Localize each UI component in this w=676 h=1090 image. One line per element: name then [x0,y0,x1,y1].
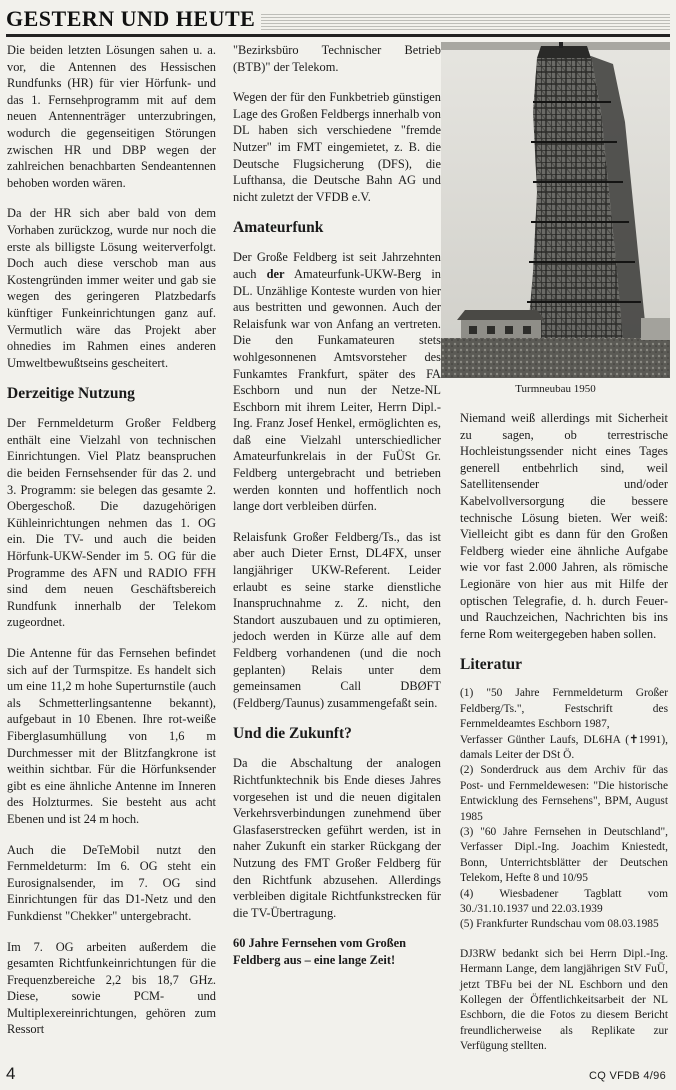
text-run: Der Große Feldberg ist seit Jahrzehnten auch [233,250,441,281]
literature-item: Verfasser Günther Laufs, DL6HA (✝1991), damals Leiter der DSt Ö. [460,733,668,761]
text-run: Amateurfunk-UKW-Berg in DL. Unzählige Konteste wurden von hier aus bestritten und gewonnen. Auch der Relaisfunk war von Anfang an vertreten. Die den Funkamateuren stets wohlgesonnenen Amtsvorsteher des Funkamtes Frankfurt, später des FA Eschborn und nun der Netze-NL Eschborn mit ihrem Leiter, Herrn Dipl.-Ing. Franz Josef Henkel, ermöglichten es, daß eine Vielzahl unterschiedlicher Amateurfunkrelais in der FuÜSt Gr. Feldberg untergebracht und betrieben werden konnten und hoffentlich noch lange dort verbleiben dürfen. [233,266,441,514]
paragraph: Die beiden letzten Lösungen sahen u. a. vor, die Antennen des Hessischen Rundfunks (HR) für vier Hörfunk- und das 1. Fernsehprogramm mit auf dem neuen Antennenträger unterzubringen, wodurch die gegenseitigen Störungen zwischen HR und DBP wegen der zahlreichen benachbarten Sendeantennen behoben worden wären. [7,43,216,190]
paragraph: Relaisfunk Großer Feldberg/Ts., das ist aber auch Dieter Ernst, DL4FX, unser langjähriger UKW-Referent. Leider erlaubt es seine starke dienstliche Inanspruchnahme z. Z. nicht, den Standort auszubauen und zu optimieren, jedoch werden in Kürze alle auf dem Feldberg vorhandenen (und die noch geplanten) Relais unter dem gemeinsamen Call DBØFT (Feldberg/Taunus) zusammengefaßt sein. [233,529,441,710]
paragraph: Wegen der für den Funkbetrieb günstigen Lage des Großen Feldbergs innerhalb von DL haben sich verschiedene "fremde Nutzer" im FMT eingemietet, z. B. die Deutsche Flugsicherung (DFS), die Lufthansa, die Deutsche Bahn AG und nicht zuletzt der VFDB e.V. [233,90,441,204]
paragraph: "Bezirksbüro Technischer Betrieb (BTB)" der Telekom. [233,43,441,74]
paragraph: Im 7. OG arbeiten außerdem die gesamten Richtfunkeinrichtungen für die Frequenzbereiche 2,2 bis 18,7 GHz. Diese, sowie PCM- und Multiplexereinrichtungen, gehören zum Ressort [7,939,216,1037]
literature-item: (3) "60 Jahre Fernsehen in Deutschland", Verfasser Dipl.-Ing. Joachim Kniestedt, Bonn, Unterrichtsblätter der Deutschen Telekom, Hefte 8 und 10/95 [460,825,668,885]
photo-caption: Turmneubau 1950 [515,383,596,395]
heading-literatur: Literatur [460,656,522,674]
acknowledgement: DJ3RW bedankt sich bei Herrn Dipl.-Ing. Hermann Lange, dem langjährigen StV FuÜ, jetzt TBFu bei der NL Eschborn und den Kollegen der Öffentlichkeitsarbeit der NL Eschborn, die die Fotos zu diesem Bericht freundlicherweise als Replikate zur Verfügung stellten. [460,947,668,1053]
section-title: GESTERN UND HEUTE [6,6,261,32]
literature-item: (5) Frankfurter Rundschau vom 08.03.1985 [460,918,659,931]
column-1 [7,42,216,1052]
paragraph: Auch die DeTeMobil nutzt den Fernmeldeturm: Im 6. OG steht ein Eurosignalsender, im 7. OG sind Einrichtungen für das D1-Netz und den Funkdienst "Chekker" untergebracht. [7,842,216,923]
tower-illustration [441,42,670,378]
section-header [6,4,670,37]
literature-item: (2) Sonderdruck aus dem Archiv für das Post- und Fernmeldewesen: "Die historische Entwicklung des Fernsehens", BPM, August 1985 [460,764,668,823]
paragraph: Die Antenne für das Fernsehen befindet sich auf der Turmspitze. Es handelt sich um eine 11,2 m hohe Superturnstile (auch als Schmetterlingsantenne bekannt), aufgebaut in 10 Ebenen. Ihre rot-weiße Fiberglasumhüllung von 1,6 m Durchmesser mit der Blitzfangkrone ist weithin sichtbar. Für die Hörfunksender gibt es eine ähnliche Antenne im Inneren des Holzturmes. Sie besteht aus acht Ebenen und ist 24 m hoch. [7,646,216,826]
closing-statement: 60 Jahre Fernsehen vom Großen Feldberg aus – eine lange Zeit! [233,936,407,967]
literature-item: (1) "50 Jahre Fernmeldeturm Großer Feldberg/Ts.", Festschrift des Fernmeldeamtes Eschborn 1987, [460,687,668,731]
literature-item: (4) Wiesbadener Tagblatt vom 30./31.10.1937 und 22.03.1939 [460,887,668,915]
column-3 [460,410,668,1069]
paragraph: Da die Abschaltung der analogen Richtfunktechnik bis Ende dieses Jahres vorgesehen ist und die neuen digitalen Verkehrsverbindungen zunehmend über Glasfaserstrecken geführt werden, ist in naher Zukunft ein starker Rückgang der Nutzung des FMT Großer Feldberg für den Richtfunk abzusehen. Allerdings verbleiben digitale Richtfunkstrecken für die TV-Übertragung. [233,756,441,920]
heading-derzeitige-nutzung: Derzeitige Nutzung [7,385,135,403]
paragraph: Da der HR sich aber bald von dem Vorhaben zurückzog, wurde nur noch die erste als billigste Lösung weiterverfolgt. Doch auch diese verschob man aus Kostengründen immer weiter und gab sie wegen des geringeren Platzbedarfs künftiger Funkeinrichtungen ganz auf. Vermutlich wäre das Projekt aber ohnedies im Rahmen eines anderen Umweltbewußtseins gescheitert. [7,206,216,370]
paragraph: Niemand weiß allerdings mit Sicherheit zu sagen, ob terrestrische Hochleistungssender nicht eines Tages generell entbehrlich sind, weil Satellitensender und/oder Kabelvollversorgung die bessere technische Lösung bieten. Wer weiß: Vielleicht gibt es dann für den Großen Feldberg wieder eine ähnliche Aufgabe wie vor fast 2.000 Jahren, als römische Legionäre von hier aus mit Hilfe der optischen Telegrafie, d. h. durch Feuer- und Rauchzeichen, Nachrichten bis ins ferne Rom weitergegeben haben sollen. [460,411,668,641]
emphasis: der [266,266,285,281]
paragraph [233,249,441,515]
page-number: 4 [6,1064,16,1083]
paragraph: Der Fernmeldeturm Großer Feldberg enthält eine Vielzahl von technischen Einrichtungen. Viel Platz beanspruchen die beiden Fernsehsender für das 2. und 3. Programm: sie belegen das gesamte 2. Obergeschoß. Die dazugehörigen Kühleinrichtungen nehmen das 1. OG ein. Die TV- und auch die beiden Hörfunk-UKW-Sender im 5. OG für die Programme des AFN und RADIO FFH sind dem neuen Geschäftsbereich Rundfunk innerhalb der Telekom zugeordnet. [7,416,216,630]
column-2 [233,42,441,983]
tower-construction-photo [441,42,670,378]
heading-zukunft: Und die Zukunft? [233,725,352,743]
heading-amateurfunk: Amateurfunk [233,219,324,237]
magazine-issue: CQ VFDB 4/96 [589,1070,666,1082]
